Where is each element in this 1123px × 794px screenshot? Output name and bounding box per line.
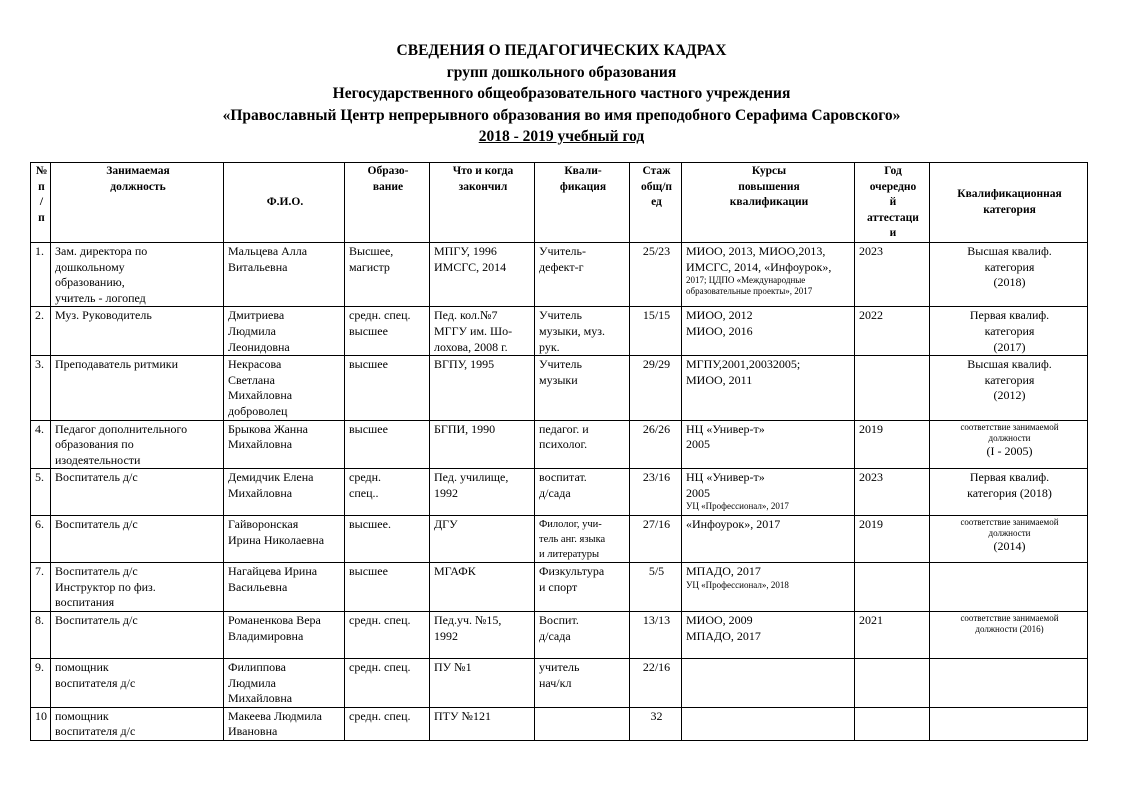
cell-text-line: Первая квалиф. bbox=[969, 470, 1050, 485]
cell-education bbox=[345, 612, 430, 659]
cell-text-line: соответствие занимаемой bbox=[960, 517, 1059, 528]
cell-text-line: УЦ «Профессионал», 2018 bbox=[686, 579, 789, 590]
table-row bbox=[31, 469, 1088, 516]
document-subtitle-institution: Негосударственного общеобразовательного частного учреждения bbox=[332, 85, 791, 102]
cell-text-line: закончил bbox=[458, 180, 508, 193]
cell-text-line: ПТУ №121 bbox=[434, 708, 491, 723]
cell-text-line: Некрасова bbox=[228, 357, 282, 372]
cell-courses bbox=[682, 242, 855, 306]
cell-text-line: ПУ №1 bbox=[434, 660, 472, 675]
cell-text-line: Стаж bbox=[642, 165, 671, 177]
cell-text-line: (2014) bbox=[993, 539, 1026, 554]
cell-attestation: 2023 bbox=[855, 469, 930, 516]
cell-experience: 13/13 bbox=[630, 612, 682, 659]
cell-text-line: тель анг. языка bbox=[539, 534, 606, 546]
cell-position bbox=[51, 516, 224, 563]
table-row bbox=[31, 612, 1088, 659]
cell-text-line: Дмитриева bbox=[228, 308, 285, 323]
staff-table bbox=[30, 162, 1088, 741]
cell-text-line: Квали- bbox=[564, 165, 602, 177]
cell-graduated bbox=[430, 563, 535, 612]
cell-text-line: дошкольному bbox=[55, 259, 125, 274]
cell-courses bbox=[682, 307, 855, 356]
cell-graduated bbox=[430, 516, 535, 563]
cell-text-line: Педагог дополнительного bbox=[55, 421, 188, 436]
cell-text-line: категория bbox=[984, 323, 1035, 338]
cell-graduated bbox=[430, 242, 535, 306]
cell-text-line: 2017; ЦДПО «Международные bbox=[686, 275, 806, 286]
cell-category bbox=[930, 242, 1088, 306]
cell-text-line: Макеева Людмила bbox=[228, 708, 322, 723]
cell-text-line: д/сада bbox=[539, 485, 571, 500]
cell-text-line: Пед. училище, bbox=[434, 470, 509, 485]
cell-text-line: ед bbox=[651, 196, 662, 209]
cell-text-line: Филиппова bbox=[228, 660, 286, 675]
cell-text-line: (2018) bbox=[993, 275, 1026, 290]
cell-graduated bbox=[430, 707, 535, 740]
cell-graduated bbox=[430, 469, 535, 516]
cell-name bbox=[224, 242, 345, 306]
cell-qualification bbox=[535, 242, 630, 306]
cell-text-line: 2005 bbox=[686, 437, 710, 452]
document-title: СВЕДЕНИЯ О ПЕДАГОГИЧЕСКИХ КАДРАХ bbox=[396, 42, 727, 59]
cell-text-line: высшее bbox=[349, 357, 388, 372]
cell-text-line: Воспитатель д/с bbox=[55, 517, 138, 532]
cell-text-line: доброволец bbox=[228, 403, 288, 418]
cell-text-line: (2017) bbox=[993, 339, 1026, 354]
cell-text-line: воспитателя д/с bbox=[55, 724, 136, 739]
cell-text-line: Светлана bbox=[228, 372, 275, 387]
table-row bbox=[31, 516, 1088, 563]
cell-text-line: п bbox=[38, 180, 45, 193]
cell-courses bbox=[682, 469, 855, 516]
header-qualification bbox=[535, 163, 630, 243]
cell-text-line: Мальцева Алла bbox=[228, 243, 308, 258]
cell-text-line: и литературы bbox=[539, 549, 599, 561]
cell-num: 10 bbox=[31, 707, 51, 740]
cell-text-line: БГПИ, 1990 bbox=[434, 421, 496, 436]
cell-text-line: должности (2016) bbox=[975, 624, 1044, 635]
cell-courses bbox=[682, 516, 855, 563]
header-attestation bbox=[855, 163, 930, 243]
cell-attestation bbox=[855, 707, 930, 740]
cell-text-line: психолог. bbox=[539, 437, 588, 452]
cell-name bbox=[224, 420, 345, 469]
cell-text-line: категория (2018) bbox=[967, 485, 1052, 500]
cell-text-line: вание bbox=[372, 180, 404, 193]
academic-year: 2018 - 2019 учебный год bbox=[478, 128, 645, 145]
cell-text-line: аттестаци bbox=[867, 211, 919, 224]
cell-attestation bbox=[855, 356, 930, 420]
cell-text-line: МИОО, 2016 bbox=[686, 323, 753, 338]
cell-text-line: Учитель- bbox=[539, 243, 586, 258]
cell-text-line: магистр bbox=[349, 259, 390, 274]
cell-experience: 32 bbox=[630, 707, 682, 740]
cell-text-line: образования по bbox=[55, 437, 134, 452]
cell-text-line: Воспитатель д/с bbox=[55, 613, 138, 628]
cell-education bbox=[345, 516, 430, 563]
cell-text-line: ИМСГС, 2014 bbox=[434, 259, 507, 274]
cell-num: 1. bbox=[31, 242, 51, 306]
cell-num: 6. bbox=[31, 516, 51, 563]
cell-text-line: й bbox=[889, 196, 897, 209]
table-row bbox=[31, 659, 1088, 708]
cell-text-line: МИОО, 2013, МИОО,2013, bbox=[686, 243, 826, 258]
cell-graduated bbox=[430, 356, 535, 420]
cell-num: 4. bbox=[31, 420, 51, 469]
cell-text-line: дефект-г bbox=[539, 259, 584, 274]
cell-num: 5. bbox=[31, 469, 51, 516]
cell-text-line: Леонидовна bbox=[228, 339, 290, 354]
cell-text-line: Зам. директора по bbox=[55, 243, 148, 258]
cell-text-line: образованию, bbox=[55, 275, 125, 290]
cell-text-line: изодеятельности bbox=[55, 452, 141, 467]
cell-text-line: воспитателя д/с bbox=[55, 675, 136, 690]
cell-text-line: НЦ «Универ-т» bbox=[686, 470, 765, 485]
cell-text-line: Демидчик Елена bbox=[228, 470, 314, 485]
cell-attestation: 2019 bbox=[855, 516, 930, 563]
cell-text-line: Брыкова Жанна bbox=[228, 421, 308, 436]
cell-text-line: средн. bbox=[349, 470, 382, 485]
cell-text-line: высшее. bbox=[349, 517, 391, 532]
cell-text-line: должности bbox=[988, 528, 1031, 539]
cell-attestation: 2022 bbox=[855, 307, 930, 356]
table-row bbox=[31, 242, 1088, 306]
cell-text-line: помощник bbox=[55, 660, 109, 675]
cell-text-line: 1992 bbox=[434, 485, 458, 500]
cell-text-line: категория bbox=[983, 203, 1036, 216]
cell-text-line: Преподаватель ритмики bbox=[55, 357, 178, 372]
cell-experience: 25/23 bbox=[630, 242, 682, 306]
cell-text-line: Михайловна bbox=[228, 691, 293, 706]
cell-name bbox=[224, 707, 345, 740]
cell-category bbox=[930, 307, 1088, 356]
cell-education bbox=[345, 242, 430, 306]
cell-num: 3. bbox=[31, 356, 51, 420]
cell-text-line: Первая квалиф. bbox=[969, 308, 1050, 323]
cell-text-line: Физкультура bbox=[539, 564, 605, 579]
cell-education bbox=[345, 707, 430, 740]
cell-name bbox=[224, 563, 345, 612]
cell-text-line: категория bbox=[984, 259, 1035, 274]
cell-text-line: Высшая квалиф. bbox=[967, 357, 1052, 372]
cell-num: 7. bbox=[31, 563, 51, 612]
cell-graduated bbox=[430, 612, 535, 659]
cell-experience: 5/5 bbox=[630, 563, 682, 612]
cell-qualification bbox=[535, 659, 630, 708]
cell-text-line: МГПУ,2001,20032005; bbox=[686, 357, 801, 372]
cell-graduated bbox=[430, 420, 535, 469]
cell-text-line: п bbox=[38, 211, 45, 224]
cell-num: 9. bbox=[31, 659, 51, 708]
cell-text-line: Михайловна bbox=[228, 485, 293, 500]
cell-name bbox=[224, 307, 345, 356]
cell-experience: 22/16 bbox=[630, 659, 682, 708]
cell-text-line: «Инфоурок», 2017 bbox=[686, 517, 781, 532]
cell-text-line: Квалификационная bbox=[957, 188, 1062, 201]
cell-text-line: Нагайцева Ирина bbox=[228, 564, 318, 579]
cell-text-line: общ/п bbox=[640, 180, 673, 193]
cell-text-line: / bbox=[39, 196, 44, 209]
cell-text-line: высшее bbox=[349, 323, 388, 338]
cell-education bbox=[345, 420, 430, 469]
cell-courses bbox=[682, 612, 855, 659]
cell-text-line: воспитат. bbox=[539, 470, 587, 485]
cell-text-line: квалификации bbox=[729, 196, 809, 209]
cell-text-line: и bbox=[889, 227, 897, 240]
cell-name bbox=[224, 659, 345, 708]
cell-name bbox=[224, 516, 345, 563]
cell-text-line: средн. спец. bbox=[349, 660, 411, 675]
cell-courses bbox=[682, 563, 855, 612]
cell-text-line: МИОО, 2012 bbox=[686, 308, 753, 323]
cell-text-line: Гайворонская bbox=[228, 517, 299, 532]
cell-position bbox=[51, 307, 224, 356]
cell-text-line: Воспит. bbox=[539, 613, 579, 628]
header-experience bbox=[630, 163, 682, 243]
cell-qualification bbox=[535, 420, 630, 469]
cell-text-line: МПАДО, 2017 bbox=[686, 564, 761, 579]
cell-attestation: 2019 bbox=[855, 420, 930, 469]
cell-position bbox=[51, 242, 224, 306]
cell-experience: 23/16 bbox=[630, 469, 682, 516]
cell-text-line: Высшее, bbox=[349, 243, 394, 258]
cell-qualification bbox=[535, 356, 630, 420]
cell-category bbox=[930, 707, 1088, 740]
cell-text-line: Владимировна bbox=[228, 628, 304, 643]
header-category bbox=[930, 163, 1088, 243]
cell-text-line: Людмила bbox=[228, 675, 276, 690]
cell-text-line: нач/кл bbox=[539, 675, 572, 690]
document-subtitle-center-name: «Православный Центр непрерывного образования во имя преподобного Серафима Саровского» bbox=[222, 106, 901, 124]
cell-text-line: Воспитатель д/с bbox=[55, 470, 138, 485]
cell-category bbox=[930, 612, 1088, 659]
cell-text-line: Витальевна bbox=[228, 259, 288, 274]
cell-text-line: Ф.И.О. bbox=[266, 196, 304, 209]
cell-experience: 15/15 bbox=[630, 307, 682, 356]
document-subtitle-groups: групп дошкольного образования bbox=[446, 63, 677, 81]
cell-text-line: № bbox=[35, 165, 48, 177]
document-header bbox=[0, 40, 1123, 148]
table-row bbox=[31, 420, 1088, 469]
cell-name bbox=[224, 469, 345, 516]
cell-text-line: Курсы bbox=[751, 165, 787, 177]
cell-text-line: рук. bbox=[539, 339, 560, 354]
cell-text-line: Пед.уч. №15, bbox=[434, 613, 502, 628]
cell-text-line: МГАФК bbox=[434, 564, 476, 579]
cell-courses bbox=[682, 659, 855, 708]
table-row bbox=[31, 356, 1088, 420]
cell-name bbox=[224, 612, 345, 659]
cell-graduated bbox=[430, 307, 535, 356]
table-row bbox=[31, 563, 1088, 612]
cell-text-line: учитель bbox=[539, 660, 580, 675]
cell-text-line: МИОО, 2009 bbox=[686, 613, 753, 628]
cell-position bbox=[51, 563, 224, 612]
cell-text-line: МГГУ им. Шо- bbox=[434, 323, 513, 338]
cell-name bbox=[224, 356, 345, 420]
cell-text-line: очередно bbox=[869, 180, 917, 193]
cell-position bbox=[51, 356, 224, 420]
cell-text-line: должность bbox=[110, 180, 166, 193]
cell-text-line: Михайловна bbox=[228, 437, 293, 452]
header-name bbox=[224, 163, 345, 243]
cell-text-line: Васильевна bbox=[228, 579, 288, 594]
cell-num: 2. bbox=[31, 307, 51, 356]
cell-text-line: Что и когда bbox=[452, 165, 514, 177]
cell-text-line: НЦ «Универ-т» bbox=[686, 421, 765, 436]
header-graduated bbox=[430, 163, 535, 243]
cell-category bbox=[930, 469, 1088, 516]
cell-text-line: воспитания bbox=[55, 595, 115, 610]
cell-text-line: фикация bbox=[559, 180, 607, 193]
cell-qualification bbox=[535, 563, 630, 612]
cell-text-line: 1992 bbox=[434, 628, 458, 643]
cell-graduated bbox=[430, 659, 535, 708]
cell-text-line: Образо- bbox=[367, 165, 409, 177]
cell-text-line: учитель - логопед bbox=[55, 290, 146, 305]
cell-text-line: музыки, муз. bbox=[539, 323, 605, 338]
cell-text-line: МИОО, 2011 bbox=[686, 372, 753, 387]
cell-text-line: Ирина Николаевна bbox=[228, 532, 325, 547]
cell-education bbox=[345, 307, 430, 356]
cell-text-line: Занимаемая bbox=[106, 165, 170, 177]
cell-position bbox=[51, 420, 224, 469]
cell-attestation: 2023 bbox=[855, 242, 930, 306]
cell-qualification bbox=[535, 707, 630, 740]
cell-position bbox=[51, 659, 224, 708]
cell-education bbox=[345, 469, 430, 516]
cell-text-line: помощник bbox=[55, 708, 109, 723]
table-header-row bbox=[31, 163, 1088, 243]
cell-attestation bbox=[855, 563, 930, 612]
cell-text-line: МПГУ, 1996 bbox=[434, 243, 497, 258]
cell-category bbox=[930, 420, 1088, 469]
cell-text-line: Романенкова Вера bbox=[228, 613, 321, 628]
header-courses bbox=[682, 163, 855, 243]
cell-category bbox=[930, 356, 1088, 420]
cell-text-line: музыки bbox=[539, 372, 578, 387]
cell-text-line: Муз. Руководитель bbox=[55, 308, 152, 323]
cell-text-line: высшее bbox=[349, 421, 388, 436]
cell-courses bbox=[682, 420, 855, 469]
cell-experience: 27/16 bbox=[630, 516, 682, 563]
cell-education bbox=[345, 563, 430, 612]
header-position bbox=[51, 163, 224, 243]
cell-text-line: должности bbox=[988, 432, 1031, 443]
cell-text-line: МПАДО, 2017 bbox=[686, 628, 761, 643]
cell-text-line: 2005 bbox=[686, 485, 710, 500]
cell-text-line: повышения bbox=[738, 180, 800, 193]
cell-text-line: д/сада bbox=[539, 628, 571, 643]
cell-text-line: Инструктор по физ. bbox=[55, 579, 156, 594]
cell-position bbox=[51, 469, 224, 516]
cell-text-line: Учитель bbox=[539, 308, 582, 323]
cell-text-line: Филолог, учи- bbox=[539, 519, 602, 531]
cell-experience: 26/26 bbox=[630, 420, 682, 469]
cell-qualification bbox=[535, 307, 630, 356]
cell-qualification bbox=[535, 516, 630, 563]
cell-text-line: педагог. и bbox=[539, 421, 589, 436]
table-row bbox=[31, 307, 1088, 356]
cell-text-line: лохова, 2008 г. bbox=[434, 339, 508, 354]
header-num bbox=[31, 163, 51, 243]
cell-text-line: ВГПУ, 1995 bbox=[434, 357, 495, 372]
cell-qualification bbox=[535, 612, 630, 659]
cell-text-line: Михайловна bbox=[228, 388, 293, 403]
table-row bbox=[31, 707, 1088, 740]
cell-text-line: средн. спец. bbox=[349, 613, 411, 628]
cell-text-line: ДГУ bbox=[434, 517, 458, 532]
table-body bbox=[31, 242, 1088, 740]
cell-text-line: образовательные проекты», 2017 bbox=[686, 286, 813, 297]
cell-text-line: Высшая квалиф. bbox=[967, 243, 1052, 258]
cell-text-line: Год bbox=[884, 165, 902, 177]
cell-category bbox=[930, 516, 1088, 563]
cell-text-line: Пед. кол.№7 bbox=[434, 308, 498, 323]
cell-text-line: соответствие занимаемой bbox=[960, 613, 1059, 624]
cell-text-line: ИМСГС, 2014, «Инфоурок», bbox=[686, 259, 832, 274]
cell-text-line: (2012) bbox=[993, 388, 1026, 403]
cell-text-line: Ивановна bbox=[228, 724, 278, 739]
cell-num: 8. bbox=[31, 612, 51, 659]
cell-category bbox=[930, 563, 1088, 612]
cell-text-line: и спорт bbox=[539, 579, 578, 594]
cell-attestation bbox=[855, 659, 930, 708]
header-education bbox=[345, 163, 430, 243]
cell-courses bbox=[682, 707, 855, 740]
cell-text-line: Людмила bbox=[228, 323, 276, 338]
cell-text-line: средн. спец. bbox=[349, 708, 411, 723]
cell-education bbox=[345, 659, 430, 708]
cell-qualification bbox=[535, 469, 630, 516]
cell-text-line: высшее bbox=[349, 564, 388, 579]
cell-position bbox=[51, 707, 224, 740]
cell-text-line: средн. спец. bbox=[349, 308, 411, 323]
cell-experience: 29/29 bbox=[630, 356, 682, 420]
cell-text-line: соответствие занимаемой bbox=[960, 421, 1059, 432]
cell-text-line: категория bbox=[984, 372, 1035, 387]
cell-courses bbox=[682, 356, 855, 420]
cell-education bbox=[345, 356, 430, 420]
cell-text-line: УЦ «Профессионал», 2017 bbox=[686, 501, 789, 512]
cell-category bbox=[930, 659, 1088, 708]
cell-text-line: Учитель bbox=[539, 357, 582, 372]
cell-position bbox=[51, 612, 224, 659]
cell-attestation: 2021 bbox=[855, 612, 930, 659]
cell-text-line: Воспитатель д/с bbox=[55, 564, 138, 579]
cell-text-line: спец.. bbox=[349, 485, 379, 500]
cell-text-line: (I - 2005) bbox=[986, 443, 1033, 458]
